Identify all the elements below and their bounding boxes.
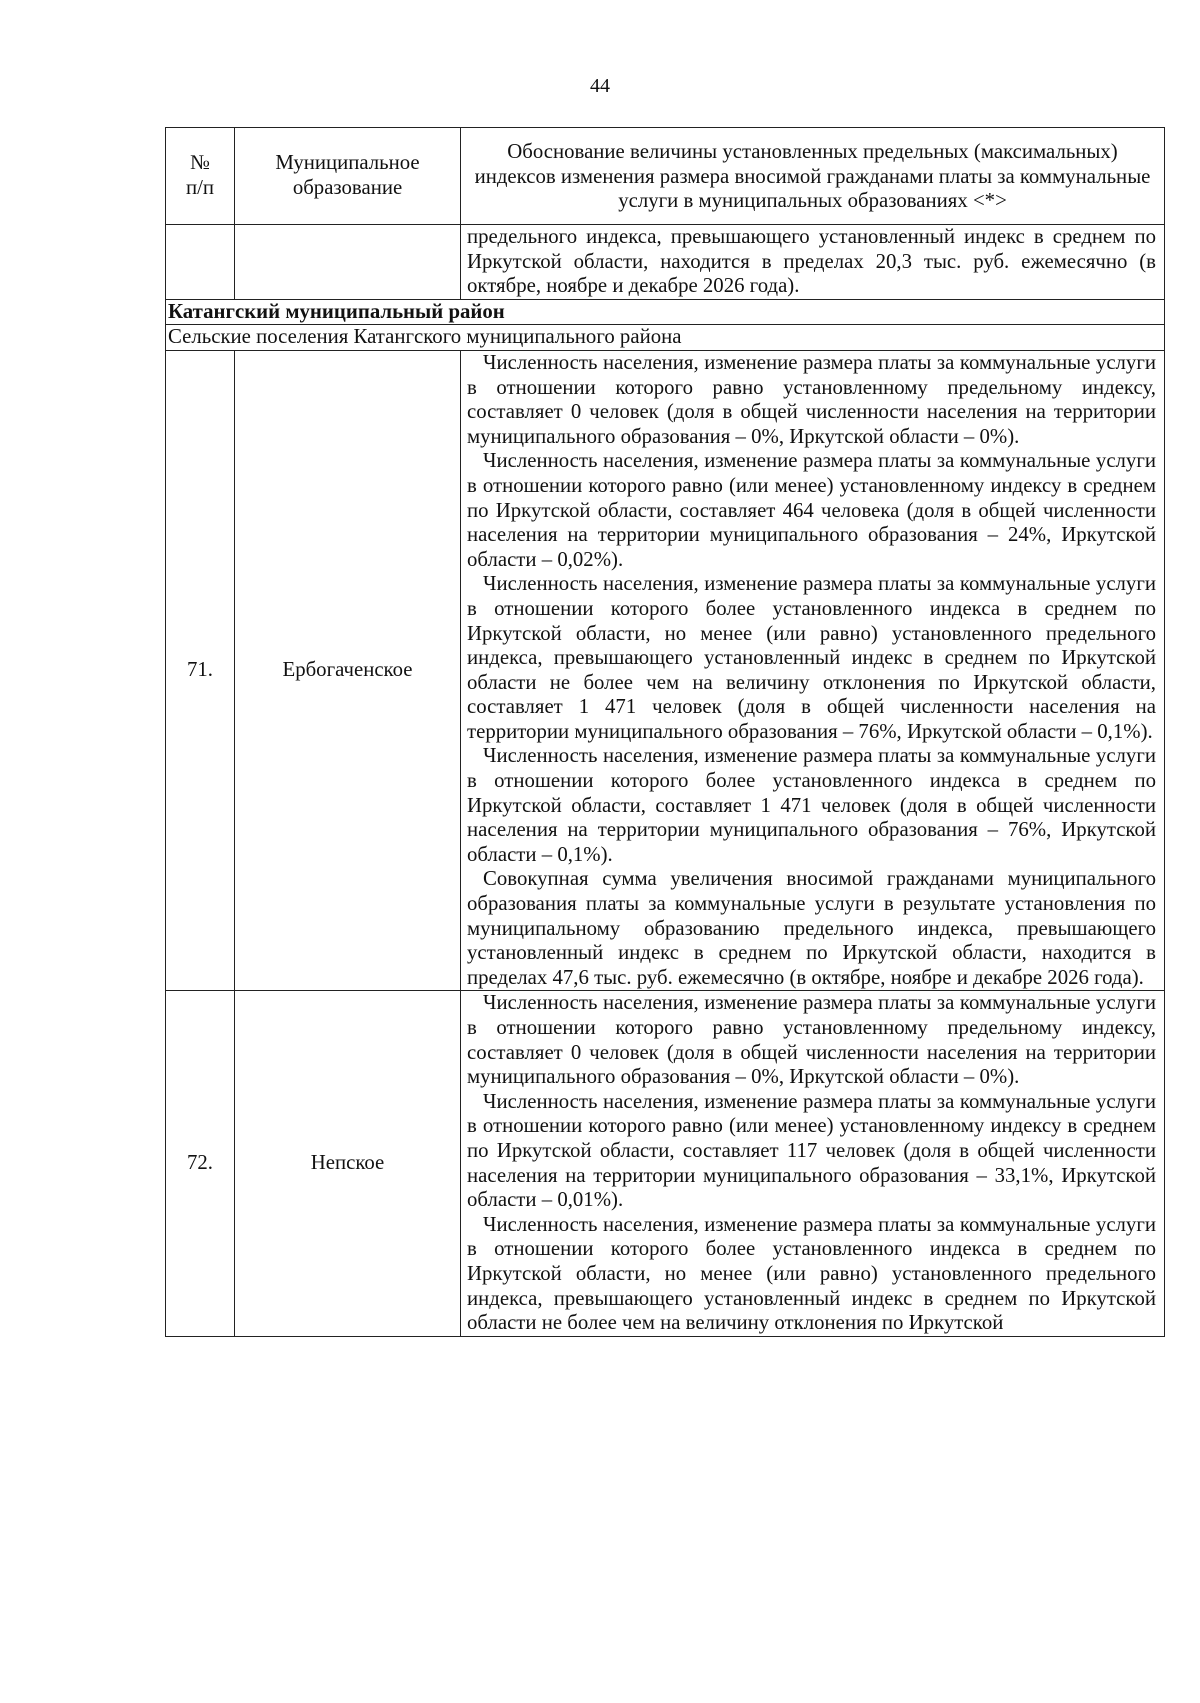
indices-table [165, 127, 1165, 1337]
rationale-paragraph: Численность населения, изменение размера платы за коммунальные услуги в отношении которого равно установленному предельному индексу, составляет 0 человек (доля в общей численности населения на территории муниципального образования – 0%, Иркутской области – 0%). [467, 350, 1156, 448]
header-rationale: Обоснование величины установленных предельных (максимальных) индексов изменения размера вносимой гражданами платы за коммунальные услуги в муниципальных образованиях <*> [461, 128, 1165, 225]
row-rationale [461, 350, 1165, 990]
rationale-paragraph: Численность населения, изменение размера платы за коммунальные услуги в отношении которого равно установленному предельному индексу, составляет 0 человек (доля в общей численности населения на территории муниципального образования – 0%, Иркутской области – 0%). [467, 991, 1156, 1089]
rationale-paragraph: Численность населения, изменение размера платы за коммунальные услуги в отношении которого более установленного индекса в среднем по Иркутской области, но менее (или равно) установленного предельного индекса, превышающего установленный индекс в среднем по Иркутской области не более чем на величину отклонения по Иркутской области, составляет 1 471 человек (доля в общей численности населения на территории муниципального образования – 76%, Иркутской области – 0,1%). [467, 572, 1156, 743]
continuation-row [166, 225, 1165, 300]
row-number: 72. [166, 991, 235, 1336]
table-row [166, 350, 1165, 990]
table-header-row [166, 128, 1165, 225]
rationale-paragraph: Совокупная сумма увеличения вносимой гражданами муниципального образования платы за коммунальные услуги в результате установления по муниципальному образованию предельного индекса, превышающего установленный индекс в среднем по Иркутской области, находится в пределах 47,6 тыс. руб. ежемесячно (в октябре, ноябре и декабре 2026 года). [467, 867, 1156, 989]
continuation-name-cell [235, 225, 461, 300]
row-number: 71. [166, 350, 235, 990]
rationale-paragraph: Численность населения, изменение размера платы за коммунальные услуги в отношении которого равно (или менее) установленному индексу в среднем по Иркутской области, составляет 464 человека (доля в общей численности населения на территории муниципального образования – 24%, Иркутской области – 0,02%). [467, 449, 1156, 571]
rationale-paragraph: Численность населения, изменение размера платы за коммунальные услуги в отношении которого равно (или менее) установленному индексу в среднем по Иркутской области, составляет 117 человек (доля в общей численности населения на территории муниципального образования – 33,1%, Иркутской области – 0,01%). [467, 1089, 1156, 1212]
row-rationale [461, 991, 1165, 1336]
page-number: 44 [590, 75, 610, 97]
continuation-number-cell [166, 225, 235, 300]
header-number: № п/п [166, 128, 235, 225]
row-municipality: Ербогаченское [235, 350, 461, 990]
rationale-paragraph: Численность населения, изменение размера платы за коммунальные услуги в отношении которого более установленного индекса в среднем по Иркутской области, но менее (или равно) установленного предельного индекса, превышающего установленный индекс в среднем по Иркутской области не более чем на величину отклонения по Иркутской [467, 1212, 1156, 1335]
settlements-row [166, 325, 1165, 351]
district-title: Катангский муниципальный район [166, 299, 1165, 325]
header-municipality: Муниципальное образование [235, 128, 461, 225]
rationale-paragraph: Численность населения, изменение размера платы за коммунальные услуги в отношении которого более установленного индекса в среднем по Иркутской области, составляет 1 471 человек (доля в общей численности населения на территории муниципального образования – 76%, Иркутской области – 0,1%). [467, 744, 1156, 866]
table-row [166, 991, 1165, 1336]
district-row [166, 299, 1165, 325]
continuation-text: предельного индекса, превышающего установленный индекс в среднем по Иркутской области, находится в пределах 20,3 тыс. руб. ежемесячно (в октябре, ноябре и декабре 2026 года). [461, 225, 1165, 300]
row-municipality: Непское [235, 991, 461, 1336]
settlements-title: Сельские поселения Катангского муниципального района [166, 325, 1165, 351]
